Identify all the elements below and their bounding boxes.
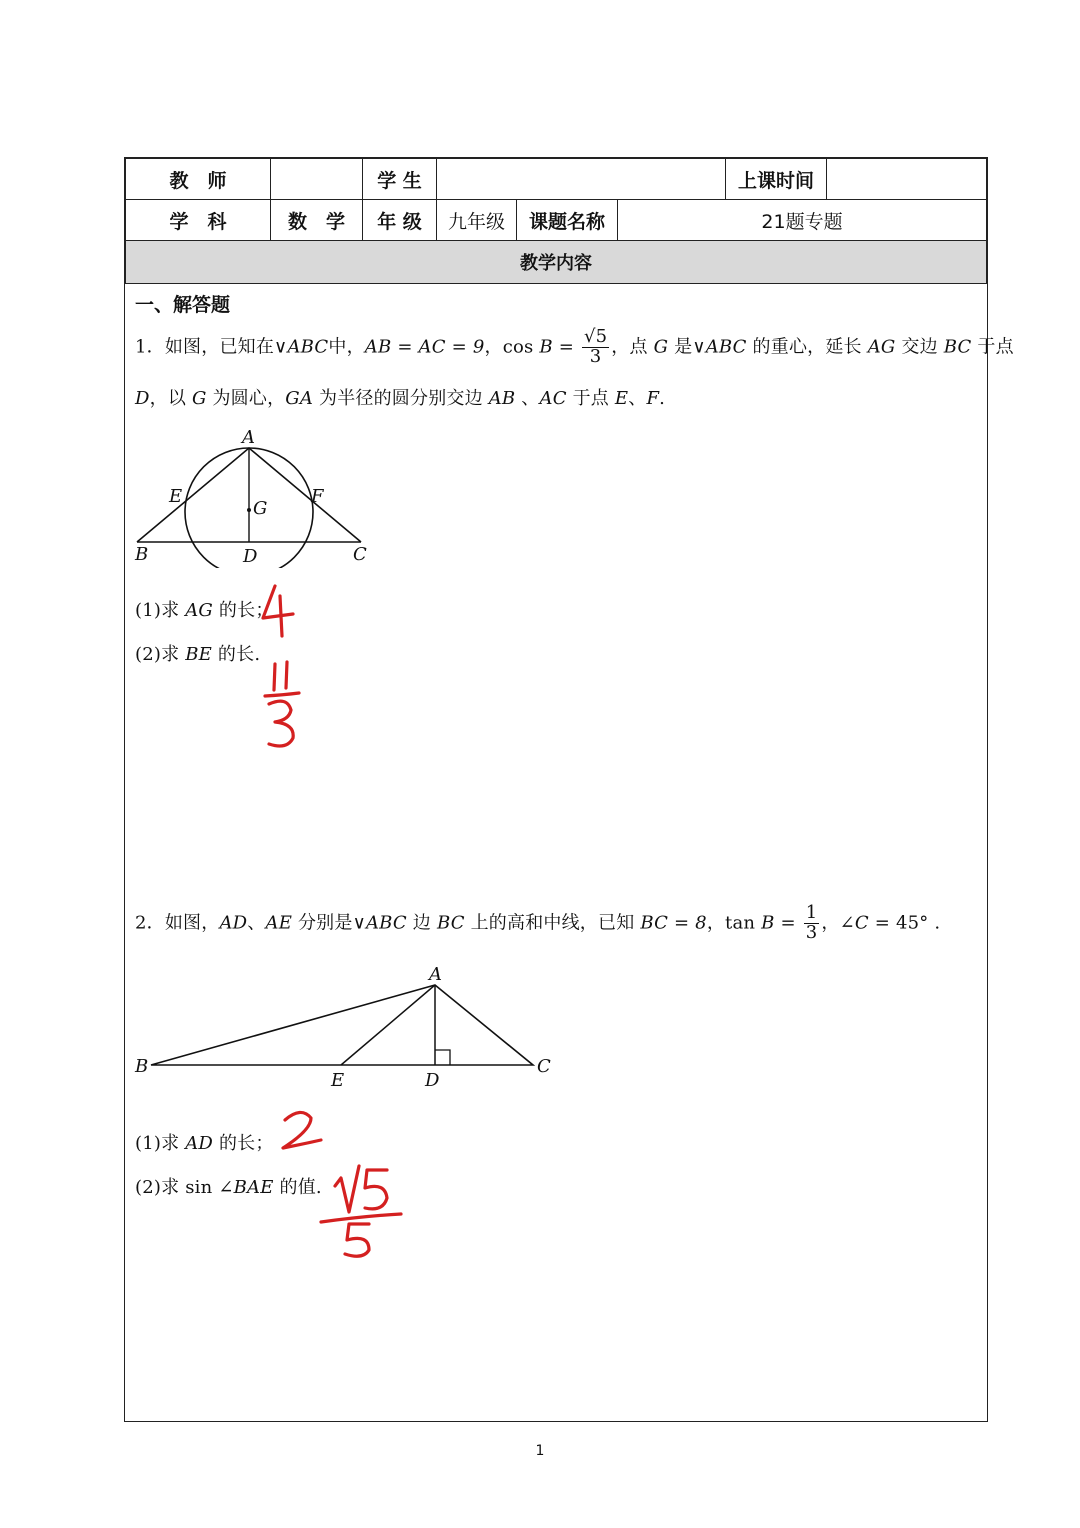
topic-label: 课题名称 [517, 200, 618, 241]
q2-var: AD [219, 912, 248, 934]
q1-text: . [659, 388, 666, 409]
q1-sub1-var: AG [185, 600, 213, 621]
q2-hand-fraction-bar [321, 1214, 401, 1222]
q1-cos: cos [502, 336, 534, 358]
q1-text: ，点 [611, 336, 654, 358]
q2-label-a: A [429, 964, 442, 985]
q1-fraction [582, 328, 609, 367]
q1-text: ， [484, 336, 503, 358]
q1-hand-4 [263, 586, 293, 618]
q2-text: 2．如图， [135, 912, 220, 934]
q1-figure [133, 428, 373, 568]
q1-var: G [191, 388, 207, 409]
q1-var: AB [488, 388, 516, 409]
q1-var: AG [867, 336, 896, 358]
page-number: 1 [535, 1443, 545, 1459]
q1-label-d: D [243, 546, 258, 567]
q1-var: B [539, 336, 553, 358]
header-table [125, 158, 987, 284]
q2-var: BC [436, 912, 465, 934]
q2-text: 分别是∨ [292, 912, 366, 934]
q2-label-d: D [425, 1070, 440, 1091]
q1-var: F [646, 388, 660, 409]
q2-equation: BC = 8 [640, 912, 707, 934]
q1-handwritten-answers [253, 578, 323, 748]
q1-text: = [552, 336, 580, 358]
q1-text: 于点 [971, 336, 1014, 358]
q1-label-c: C [353, 544, 367, 565]
q1-hand-3 [269, 701, 293, 746]
q2-text: = [774, 912, 802, 934]
q2-label-b: B [135, 1056, 149, 1077]
q1-hand-11 [274, 664, 275, 690]
q1-var: G [653, 336, 669, 358]
q2-stem [135, 904, 940, 943]
q1-text: 1．如图，已知在∨ [135, 336, 288, 358]
q1-sub2-text: (2)求 [135, 644, 186, 665]
q1-label-b: B [135, 544, 149, 565]
q2-label-c: C [537, 1056, 551, 1077]
q1-var: AC [539, 388, 567, 409]
q1-var: ABC [287, 336, 329, 358]
q1-frac-num: √5 [583, 326, 608, 347]
q2-text: ， [821, 912, 840, 934]
q2-tan: tan [725, 912, 756, 934]
q2-text: 边 [406, 912, 437, 934]
subject-value: 数 学 [271, 200, 363, 241]
q1-hand-11 [286, 662, 287, 688]
q1-sub2-text: 的长. [212, 644, 261, 665]
q2-frac-num: 1 [805, 902, 818, 923]
q1-text: 于点 [566, 388, 615, 409]
q1-text: 、 [515, 388, 540, 409]
q2-angle-symbol: ∠ [839, 912, 855, 934]
q2-handwritten-answers [275, 1108, 415, 1258]
q1-text: 中， [328, 336, 365, 358]
q2-text: 上的高和中线，已知 [464, 912, 641, 934]
q2-figure [133, 964, 573, 1094]
q1-label-g: G [253, 498, 268, 519]
q1-stem-line1 [135, 328, 1014, 367]
q2-hand-2 [283, 1112, 321, 1148]
q2-equation: = 45° [868, 912, 929, 934]
q2-var: B [761, 912, 775, 934]
q2-var: ABC [365, 912, 407, 934]
grade-value: 九年级 [437, 200, 517, 241]
q1-text: 是∨ [668, 336, 706, 358]
q2-sub1 [135, 1129, 274, 1155]
q1-frac-den: 3 [589, 345, 602, 367]
grade-label: 年 级 [363, 200, 437, 241]
q2-hand-5-num [365, 1170, 387, 1209]
q1-text: 为半径的圆分别交边 [313, 388, 489, 409]
q2-label-e: E [331, 1070, 345, 1091]
q1-hand-4 [280, 596, 282, 636]
q2-text: ， [706, 912, 726, 934]
q2-var: C [854, 912, 869, 934]
teacher-label: 教 师 [126, 159, 271, 200]
q1-equation: AB = AC = 9 [364, 336, 485, 358]
time-value [827, 159, 987, 200]
q1-text: 为圆心， [206, 388, 286, 409]
q2-sub1-text: 的长； [213, 1133, 274, 1154]
q1-point-g [247, 508, 251, 512]
q1-text: 交边 [895, 336, 944, 358]
q2-frac-den: 3 [805, 921, 818, 943]
q1-text: 的重心，延长 [746, 336, 868, 358]
q1-label-a: A [242, 428, 255, 448]
q1-hand-fraction-bar [265, 693, 299, 696]
section-title: 一、解答题 [135, 294, 231, 316]
teacher-value [271, 159, 363, 200]
student-label: 学 生 [363, 159, 437, 200]
q2-fraction [804, 904, 820, 943]
content-banner: 教学内容 [126, 241, 987, 284]
q1-var: ABC [705, 336, 747, 358]
q1-text: 、 [628, 388, 647, 409]
q2-sub2-var: BAE [233, 1177, 274, 1198]
q1-sub1-text: 的长； [213, 600, 274, 621]
q2-text: . [928, 912, 941, 934]
q2-sub2-text: 的值. [273, 1177, 322, 1198]
q1-sub2-var: BE [185, 644, 212, 665]
q2-var: AE [265, 912, 293, 934]
q1-var: D [135, 388, 150, 409]
q2-triangle [151, 985, 533, 1065]
q1-var: GA [285, 388, 314, 409]
q1-label-e: E [169, 486, 183, 507]
worksheet [124, 157, 1014, 1422]
q1-label-f: F [311, 486, 324, 507]
student-value [437, 159, 726, 200]
topic-value: 21题专题 [618, 200, 987, 241]
q1-sub1-text: (1)求 [135, 600, 186, 621]
q1-sub2 [135, 640, 260, 666]
q1-text: ，以 [149, 388, 192, 409]
q2-hand-sqrt [335, 1166, 359, 1212]
q1-stem-line2 [135, 384, 665, 410]
q1-var: E [614, 388, 629, 409]
q2-text: 、 [247, 912, 266, 934]
q2-hand-5-den [345, 1224, 369, 1256]
q2-sub1-text: (1)求 [135, 1133, 186, 1154]
subject-label: 学 科 [126, 200, 271, 241]
q2-sub2-text: (2)求 sin ∠ [135, 1177, 234, 1198]
time-label: 上课时间 [726, 159, 827, 200]
q1-var: BC [943, 336, 972, 358]
q2-right-angle-mark [435, 1050, 450, 1065]
q2-sub1-var: AD [185, 1133, 214, 1154]
q2-median-ae [341, 985, 435, 1065]
